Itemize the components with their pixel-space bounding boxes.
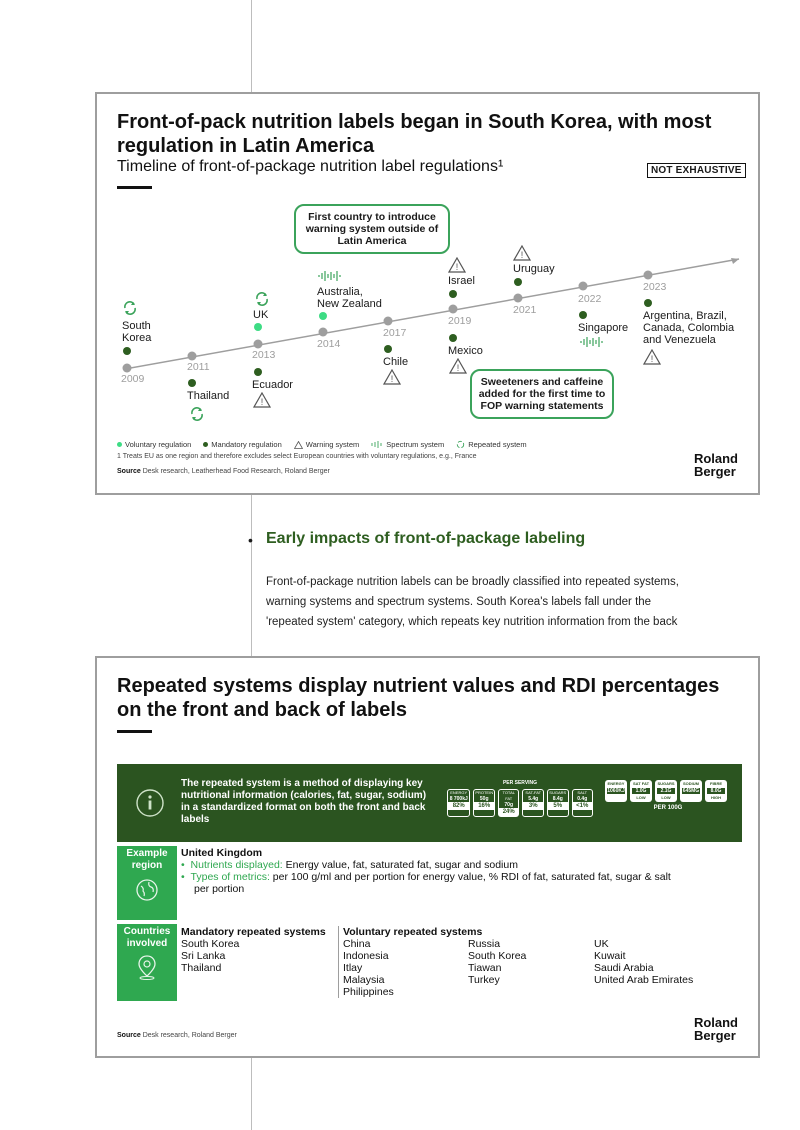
legend-warning <box>294 440 360 449</box>
footnote: 1 Treats EU as one region and therefore excludes select European countries with voluntary regulations, e.g., France <box>117 453 477 460</box>
spectrum-system-icon <box>371 441 383 448</box>
voluntary-dot <box>254 323 262 331</box>
example-region-box <box>117 846 177 920</box>
label-footer: PER 100G <box>653 805 683 811</box>
tile-name: PROTEIN <box>475 790 494 795</box>
not-exhaustive-badge: NOT EXHAUSTIVE <box>647 163 746 178</box>
logo-line: Roland <box>693 1015 738 1030</box>
country-thailand: Thailand <box>187 390 230 402</box>
country-uruguay: Uruguay <box>513 263 555 275</box>
voluntary-column-2 <box>468 938 526 986</box>
tile-value: 1060KJ <box>607 788 625 794</box>
countries-involved-box <box>117 924 177 1001</box>
mandatory-dot <box>188 379 196 387</box>
label-tiles <box>447 789 593 817</box>
page-margin-line <box>251 0 252 92</box>
country-item: Itlay <box>343 962 363 974</box>
nutrient-tile <box>547 789 569 817</box>
column-title: Voluntary repeated systems <box>343 926 483 938</box>
warning-triangle-icon <box>253 392 271 408</box>
nutrient-tile <box>680 780 702 802</box>
country-ecuador: Ecuador <box>252 379 293 391</box>
tile-name: SUGARS <box>549 790 567 795</box>
tile-name: SALT <box>577 790 588 795</box>
tile-name: FIBRE <box>710 781 722 786</box>
callout-first-warning: First country to introduce warning system outside of Latin America <box>294 204 450 254</box>
country-item: China <box>343 938 371 950</box>
country-mexico: Mexico <box>448 345 483 357</box>
example-title: United Kingdom <box>181 847 263 859</box>
legend-label: Voluntary regulation <box>125 440 192 449</box>
box-label: involved <box>126 938 168 949</box>
svg-text:!: ! <box>520 250 524 260</box>
logo-line: Roland <box>693 451 738 466</box>
legend-spectrum <box>371 440 444 449</box>
source-label: Source <box>117 468 141 475</box>
year-label: 2021 <box>513 304 537 316</box>
paragraph-line: Front-of-package nutrition labels can be broadly classified into repeated systems, <box>266 576 679 588</box>
tile-pct: 5% <box>548 802 568 810</box>
tile-value: 5.4g <box>528 796 539 802</box>
nutrient-tile <box>498 789 520 817</box>
tile-value: 0.4g <box>577 796 588 802</box>
tile-level: LOW <box>661 795 671 800</box>
country-uk: UK <box>253 309 269 321</box>
tile-value: 1.0G <box>632 788 650 794</box>
voluntary-dot <box>319 312 327 320</box>
tile-value: 8.4g <box>552 796 563 802</box>
tile-name: TOTAL FAT <box>502 790 515 801</box>
column-divider <box>338 926 339 998</box>
country-line: Canada, Colombia <box>643 322 735 334</box>
country-item: United Arab Emirates <box>594 974 694 986</box>
nutrient-tile <box>473 789 495 817</box>
page-margin-line <box>251 494 252 656</box>
legend-label: Warning system <box>305 440 360 449</box>
source-line <box>117 468 330 475</box>
source-text: Desk research, Leatherhead Food Research, Roland Berger <box>142 468 330 475</box>
banner-text: The repeated system is a method of displaying key nutritional information (calories, fat, sugar, sodium) in a standardized format on both the front and back labels <box>181 778 427 825</box>
country-item: Sri Lanka <box>181 950 226 962</box>
timeline-card <box>95 92 760 495</box>
logo-line: Berger <box>693 1028 736 1043</box>
warning-triangle-icon <box>448 257 466 273</box>
country-item: South Korea <box>181 938 240 950</box>
mandatory-column <box>181 926 326 974</box>
title-rule <box>117 730 152 733</box>
nutrient-tile <box>705 780 727 802</box>
tile-pct: 16% <box>474 802 494 810</box>
definition-banner <box>117 764 742 842</box>
globe-icon <box>135 878 159 902</box>
card-subtitle: Timeline of front-of-package nutrition label regulations¹ <box>117 158 504 175</box>
per-100g-label <box>605 780 731 811</box>
warning-triangle-icon <box>449 358 467 374</box>
country-line: New Zealand <box>317 298 382 310</box>
country-israel: Israel <box>448 275 475 287</box>
paragraph-line: warning systems and spectrum systems. South Korea's labels fall under the <box>266 596 652 608</box>
mandatory-dot <box>644 299 652 307</box>
svg-text:!: ! <box>455 262 459 272</box>
legend-voluntary <box>117 440 191 449</box>
column-title: Mandatory repeated systems <box>181 926 326 938</box>
tile-pct: <1% <box>573 802 593 810</box>
roland-berger-logo <box>694 452 738 478</box>
year-label: 2022 <box>578 293 602 305</box>
year-label: 2011 <box>187 361 210 373</box>
legend-label: Spectrum system <box>386 440 445 449</box>
year-label: 2009 <box>121 373 145 385</box>
voluntary-column-1 <box>343 926 482 998</box>
mandatory-dot <box>123 347 131 355</box>
voluntary-column-3 <box>594 938 693 986</box>
tile-value: 645MG <box>682 788 700 794</box>
info-icon <box>135 788 165 818</box>
country-item: Turkey <box>468 974 500 986</box>
legend-mandatory <box>203 440 281 449</box>
tile-level <box>680 795 702 801</box>
tile-pct: 24% <box>499 808 519 816</box>
country-item: Russia <box>468 938 501 950</box>
mandatory-dot <box>384 345 392 353</box>
country-item: Malaysia <box>343 974 385 986</box>
country-item: Saudi Arabia <box>594 962 654 974</box>
warning-triangle-icon <box>294 441 303 449</box>
spectrum-system-icon <box>579 336 605 348</box>
item-text: Energy value, fat, saturated fat, sugar and sodium <box>282 859 518 871</box>
svg-text:!: ! <box>456 363 460 373</box>
location-pin-icon <box>136 954 158 980</box>
example-item <box>181 871 741 883</box>
paragraph-line: 'repeated system' category, which repeats key nutrition information from the back <box>266 616 678 628</box>
source-label: Source <box>117 1032 141 1039</box>
country-item: Kuwait <box>594 950 626 962</box>
warning-triangle-icon <box>643 349 661 365</box>
box-label: Example <box>126 848 168 859</box>
tile-name: ENERGY <box>450 790 468 795</box>
title-line: Front-of-pack nutrition labels began in South Korea, with most <box>117 111 712 133</box>
source-line <box>117 1032 237 1039</box>
country-line: Australia, <box>317 286 363 298</box>
tile-name: SAT-FAT <box>525 790 542 795</box>
roland-berger-logo <box>694 1016 738 1042</box>
repeated-system-icon <box>253 290 271 308</box>
country-australia-nz <box>317 286 382 310</box>
mandatory-dot <box>579 311 587 319</box>
tile-name: ENERGY <box>607 781 625 786</box>
logo-line: Berger <box>693 464 736 479</box>
repeated-system-icon <box>188 405 206 423</box>
tile-value: 8.0G <box>707 788 725 794</box>
tile-level <box>605 795 627 801</box>
country-south-korea <box>122 320 151 344</box>
title-line: Repeated systems display nutrient values and RDI percentages <box>117 675 720 697</box>
tile-name: SUGARS <box>657 781 675 786</box>
country-item: Philippines <box>343 986 394 998</box>
year-label: 2013 <box>252 349 276 361</box>
per-serving-label <box>447 780 593 817</box>
country-latam <box>643 310 734 346</box>
country-chile: Chile <box>383 356 409 368</box>
title-line: on the front and back of labels <box>117 699 408 721</box>
country-item: UK <box>594 938 609 950</box>
nutrient-tile <box>605 780 627 802</box>
box-label: Countries <box>123 926 171 937</box>
nutrient-tile <box>572 789 594 817</box>
svg-text:!: ! <box>260 397 264 407</box>
label-tiles <box>605 780 731 802</box>
tile-pct: 82% <box>448 802 469 810</box>
tile-value: 70g <box>504 802 514 808</box>
country-line: Argentina, Brazil, <box>643 310 727 322</box>
country-item: Tiawan <box>468 962 502 974</box>
tile-name: SAT FAT <box>632 781 650 786</box>
section-paragraph <box>266 572 746 632</box>
nutrient-tile <box>447 789 470 817</box>
mandatory-dot <box>254 368 262 376</box>
tile-pct: 3% <box>523 802 543 810</box>
legend-label: Repeated system <box>468 440 527 449</box>
country-item: South Korea <box>468 950 527 962</box>
tile-level: HIGH <box>711 795 721 800</box>
country-singapore: Singapore <box>578 322 629 334</box>
mandatory-dot <box>449 334 457 342</box>
item-key: Types of metrics: <box>190 871 270 883</box>
box-label: region <box>131 860 163 871</box>
country-line: Korea <box>122 332 152 344</box>
year-label: 2019 <box>448 315 472 327</box>
item-key: Nutrients displayed: <box>190 859 283 871</box>
item-text: per 100 g/ml and per portion for energy value, % RDI of fat, saturated fat, sugar & salt <box>269 871 671 883</box>
svg-text:!: ! <box>390 374 394 384</box>
legend-label: Mandatory regulation <box>211 440 282 449</box>
page-margin-line <box>251 1058 252 1130</box>
title-line: regulation in Latin America <box>117 135 375 157</box>
year-label: 2014 <box>317 338 341 350</box>
country-line: South <box>122 320 151 332</box>
legend <box>117 440 527 449</box>
warning-triangle-icon <box>513 245 531 261</box>
mandatory-dot <box>449 290 457 298</box>
item-text-continued: per portion <box>194 883 245 895</box>
tile-value: 50g <box>479 796 489 802</box>
tile-value: 2.1G <box>657 788 675 794</box>
tile-value: 8 700kJ <box>449 796 468 802</box>
svg-text:!: ! <box>650 354 654 364</box>
country-item: Thailand <box>181 962 222 974</box>
warning-triangle-icon <box>383 369 401 385</box>
spectrum-system-icon <box>317 270 343 282</box>
nutrient-tile <box>630 780 652 802</box>
bullet-dot: • <box>181 859 191 871</box>
callout-sweeteners: Sweeteners and caffeine added for the first time to FOP warning statements <box>470 369 614 419</box>
label-header: PER SERVING <box>502 780 538 786</box>
example-item <box>181 859 741 871</box>
repeated-system-icon <box>121 299 139 317</box>
example-region-content <box>181 847 741 895</box>
nutrient-tile <box>522 789 544 817</box>
bullet-dot: • <box>181 871 191 883</box>
tile-level: LOW <box>636 795 646 800</box>
source-text: Desk research, Roland Berger <box>142 1032 237 1039</box>
year-label: 2017 <box>383 327 407 339</box>
nutrient-tile <box>655 780 677 802</box>
repeated-systems-card <box>95 656 760 1058</box>
tile-name: SODIUM <box>683 781 699 786</box>
country-line: and Venezuela <box>643 334 716 346</box>
bullet-icon: • <box>248 532 253 548</box>
country-item: Indonesia <box>343 950 389 962</box>
legend-repeated <box>456 440 526 449</box>
repeated-system-icon <box>456 440 465 449</box>
mandatory-dot <box>514 278 522 286</box>
card-title <box>117 674 719 722</box>
voluntary-dot-icon <box>117 442 122 447</box>
mandatory-dot-icon <box>203 442 208 447</box>
section-heading: Early impacts of front-of-package labeling <box>266 530 586 547</box>
year-label: 2023 <box>643 281 667 293</box>
